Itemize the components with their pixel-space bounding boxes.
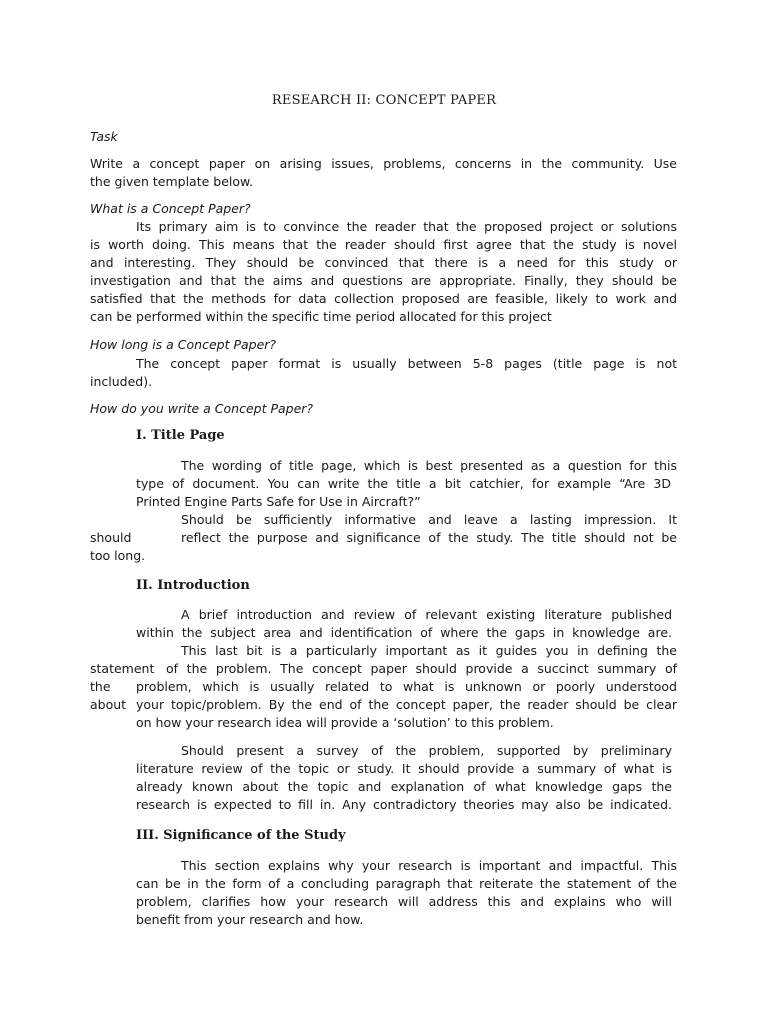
what-line: can be performed within the specific time period allocated for this project: [90, 309, 552, 324]
section1-line: Should be sufficiently informative and leave a lasting impression. It: [181, 512, 677, 527]
section2-line: within the subject area and identification of where the gaps in knowledge are.: [136, 625, 672, 640]
section2-line: A brief introduction and review of relevant existing literature published: [181, 607, 672, 622]
section-heading-significance: III. Significance of the Study: [136, 828, 346, 843]
section2-line: your topic/problem. By the end of the concept paper, the reader should be clear: [136, 697, 677, 712]
how-long-label: How long is a Concept Paper?: [90, 337, 277, 352]
how-long-line: included).: [90, 374, 153, 389]
section2-line: problem, which is usually related to what is unknown or poorly understood: [136, 679, 677, 694]
section1-line: Printed Engine Parts Safe for Use in Aircraft?”: [136, 494, 421, 509]
what-line: investigation and that the aims and questions are appropriate. Finally, they should be: [90, 273, 677, 288]
what-line: Its primary aim is to convince the reader that the proposed project or solutions: [136, 219, 677, 234]
what-line: and interesting. They should be convinced that there is a need for this study or: [90, 255, 677, 270]
section1-line: reflect the purpose and significance of the study. The title should not be: [181, 530, 677, 545]
section3-line: can be in the form of a concluding paragraph that reiterate the statement of the: [136, 876, 677, 891]
what-label: What is a Concept Paper?: [90, 201, 251, 216]
how-write-label: How do you write a Concept Paper?: [90, 401, 314, 416]
section3-line: This section explains why your research is important and impactful. This: [181, 858, 677, 873]
what-line: satisfied that the methods for data collection proposed are feasible, likely to work and: [90, 291, 677, 306]
section2-line: statement: [90, 661, 155, 676]
section2-para2-line: research is expected to fill in. Any contradictory theories may also be indicated.: [136, 797, 672, 812]
section2-line: on how your research idea will provide a ‘solution’ to this problem.: [136, 715, 554, 730]
section2-para2-line: already known about the topic and explanation of what knowledge gaps the: [136, 779, 672, 794]
how-long-line: The concept paper format is usually between 5-8 pages (title page is not: [136, 356, 677, 371]
section3-line: problem, clarifies how your research will address this and explains who will: [136, 894, 672, 909]
section1-line: The wording of title page, which is best presented as a question for this: [181, 458, 677, 473]
section-heading-title-page: I. Title Page: [136, 428, 225, 443]
task-line: Write a concept paper on arising issues, problems, concerns in the community. Use: [90, 156, 677, 171]
section2-line: about: [90, 697, 127, 712]
section-heading-introduction: II. Introduction: [136, 578, 250, 593]
section3-line: benefit from your research and how.: [136, 912, 364, 927]
section1-line: type of document. You can write the title a bit catchier, for example “Are 3D: [136, 476, 671, 491]
task-line: the given template below.: [90, 174, 254, 189]
section2-line: This last bit is a particularly important as it guides you in defining the: [181, 643, 677, 658]
what-line: is worth doing. This means that the reader should first agree that the study is novel: [90, 237, 677, 252]
task-label: Task: [90, 129, 118, 144]
section2-line: the: [90, 679, 111, 694]
section2-para2-line: literature review of the topic or study. It should provide a summary of what is: [136, 761, 672, 776]
page-title: RESEARCH II: CONCEPT PAPER: [271, 93, 497, 108]
section1-line: should: [90, 530, 132, 545]
section1-line: too long.: [90, 548, 146, 563]
section2-para2-line: Should present a survey of the problem, supported by preliminary: [181, 743, 672, 758]
section2-line: of the problem. The concept paper should provide a succinct summary of: [166, 661, 677, 676]
